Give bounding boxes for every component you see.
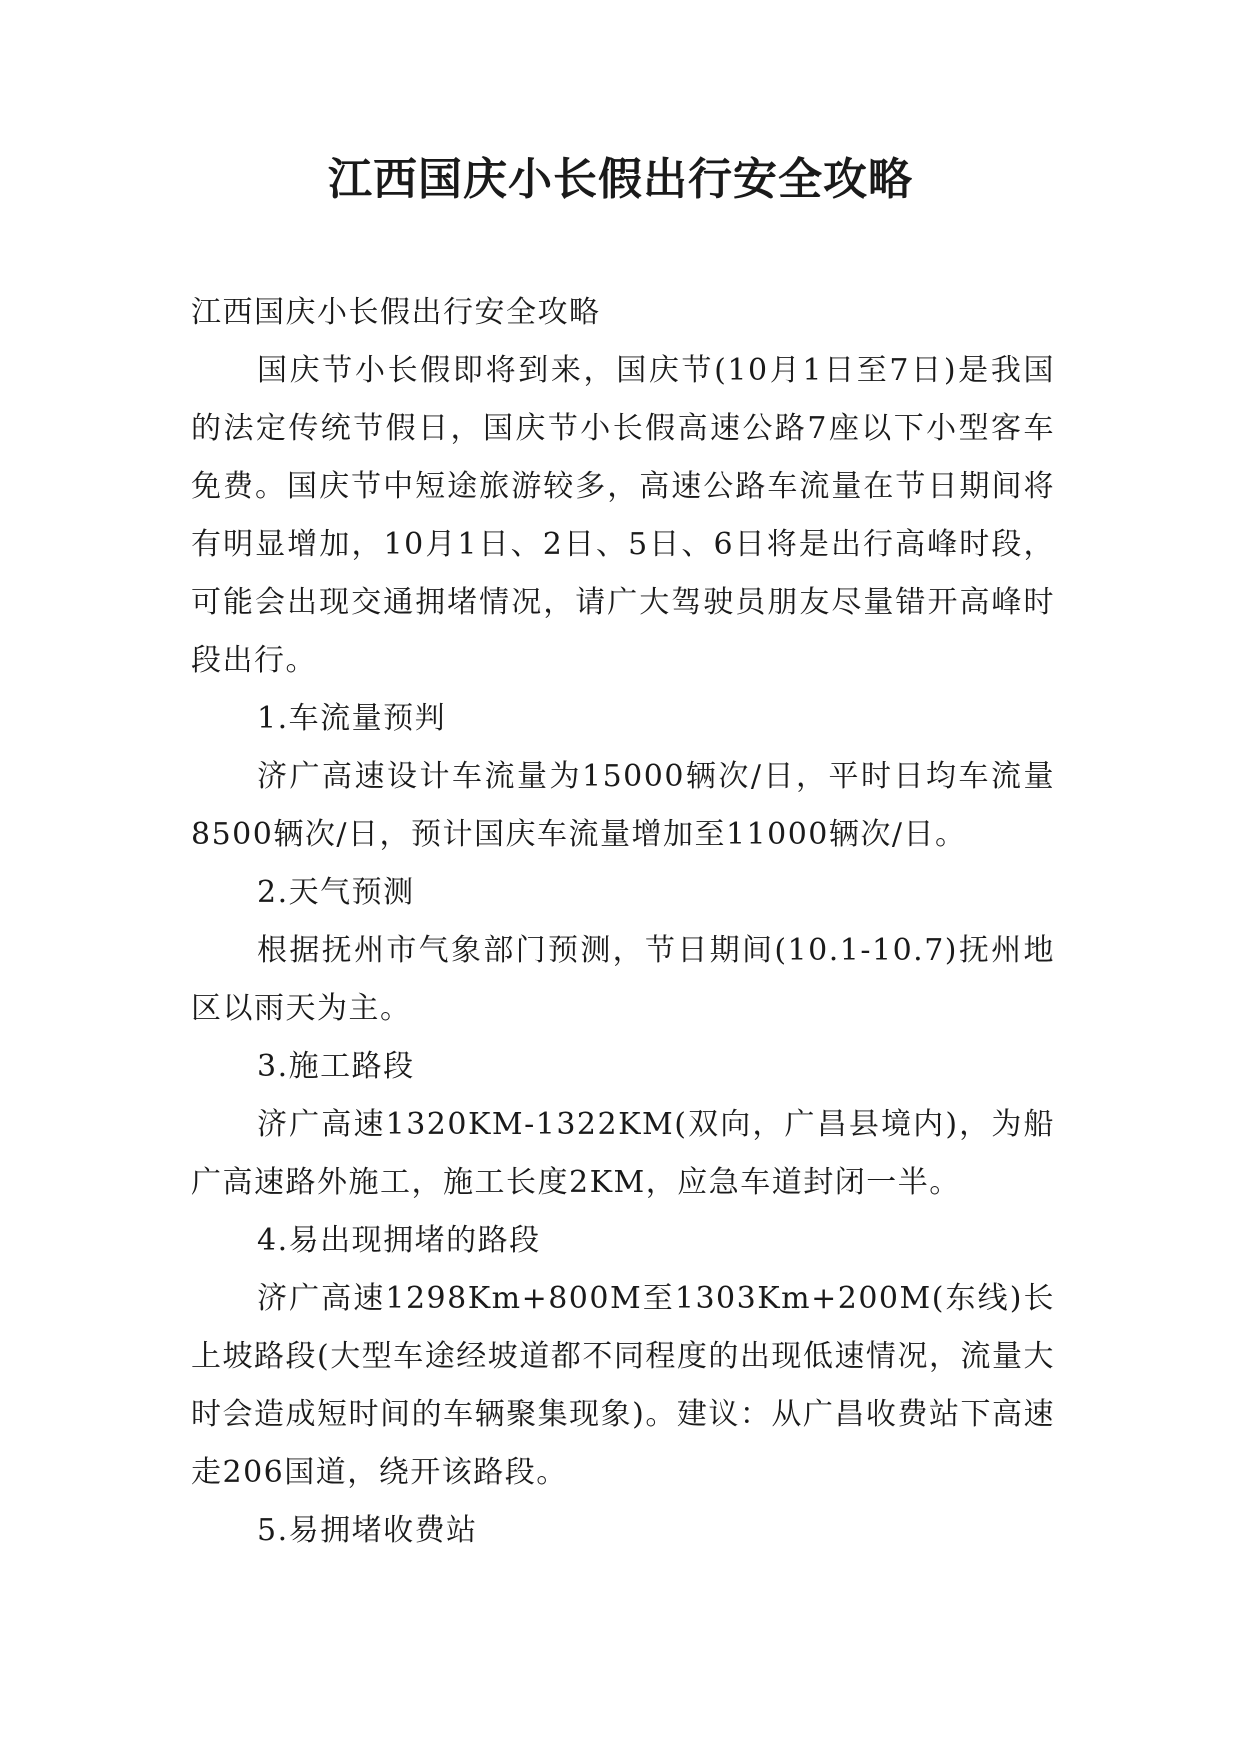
paragraph-construction: 济广高速1320KM-1322KM(双向，广昌县境内)，为船广高速路外施工，施工长度2KM，应急车道封闭一半。 (191, 1107, 1055, 1200)
paragraph-intro: 国庆节小长假即将到来，国庆节(10月1日至7日)是我国的法定传统节假日，国庆节小长假高速公路7座以下小型客车免费。国庆节中短途旅游较多，高速公路车流量在节日期间将有明显增加，10月1日、2日、5日、6日将是出行高峰时段，可能会出现交通拥堵情况，请广大驾驶员朋友尽量错开高峰时段出行。 (191, 353, 1055, 678)
section-heading-traffic-forecast: 1.车流量预判 (257, 701, 447, 736)
paragraph-congestion-sections: 济广高速1298Km+800M至1303Km+200M(东线)长上坡路段(大型车途经坡道都不同程度的出现低速情况，流量大时会造成短时间的车辆聚集现象)。建议：从广昌收费站下高速走206国道，绕开该路段。 (191, 1281, 1055, 1490)
section-heading-toll-stations: 5.易拥堵收费站 (257, 1513, 478, 1548)
section-heading-congestion-sections: 4.易出现拥堵的路段 (257, 1223, 541, 1258)
document-body (191, 284, 1055, 1560)
document-title: 江西国庆小长假出行安全攻略 (328, 154, 913, 205)
paragraph-traffic-forecast: 济广高速设计车流量为15000辆次/日，平时日均车流量8500辆次/日，预计国庆车流量增加至11000辆次/日。 (191, 759, 1055, 852)
section-heading-construction: 3.施工路段 (257, 1049, 415, 1084)
section-heading-weather: 2.天气预测 (257, 875, 415, 910)
paragraph-subtitle: 江西国庆小长假出行安全攻略 (191, 295, 601, 330)
paragraph-weather: 根据抚州市气象部门预测，节日期间(10.1-10.7)抚州地区以雨天为主。 (191, 933, 1055, 1026)
